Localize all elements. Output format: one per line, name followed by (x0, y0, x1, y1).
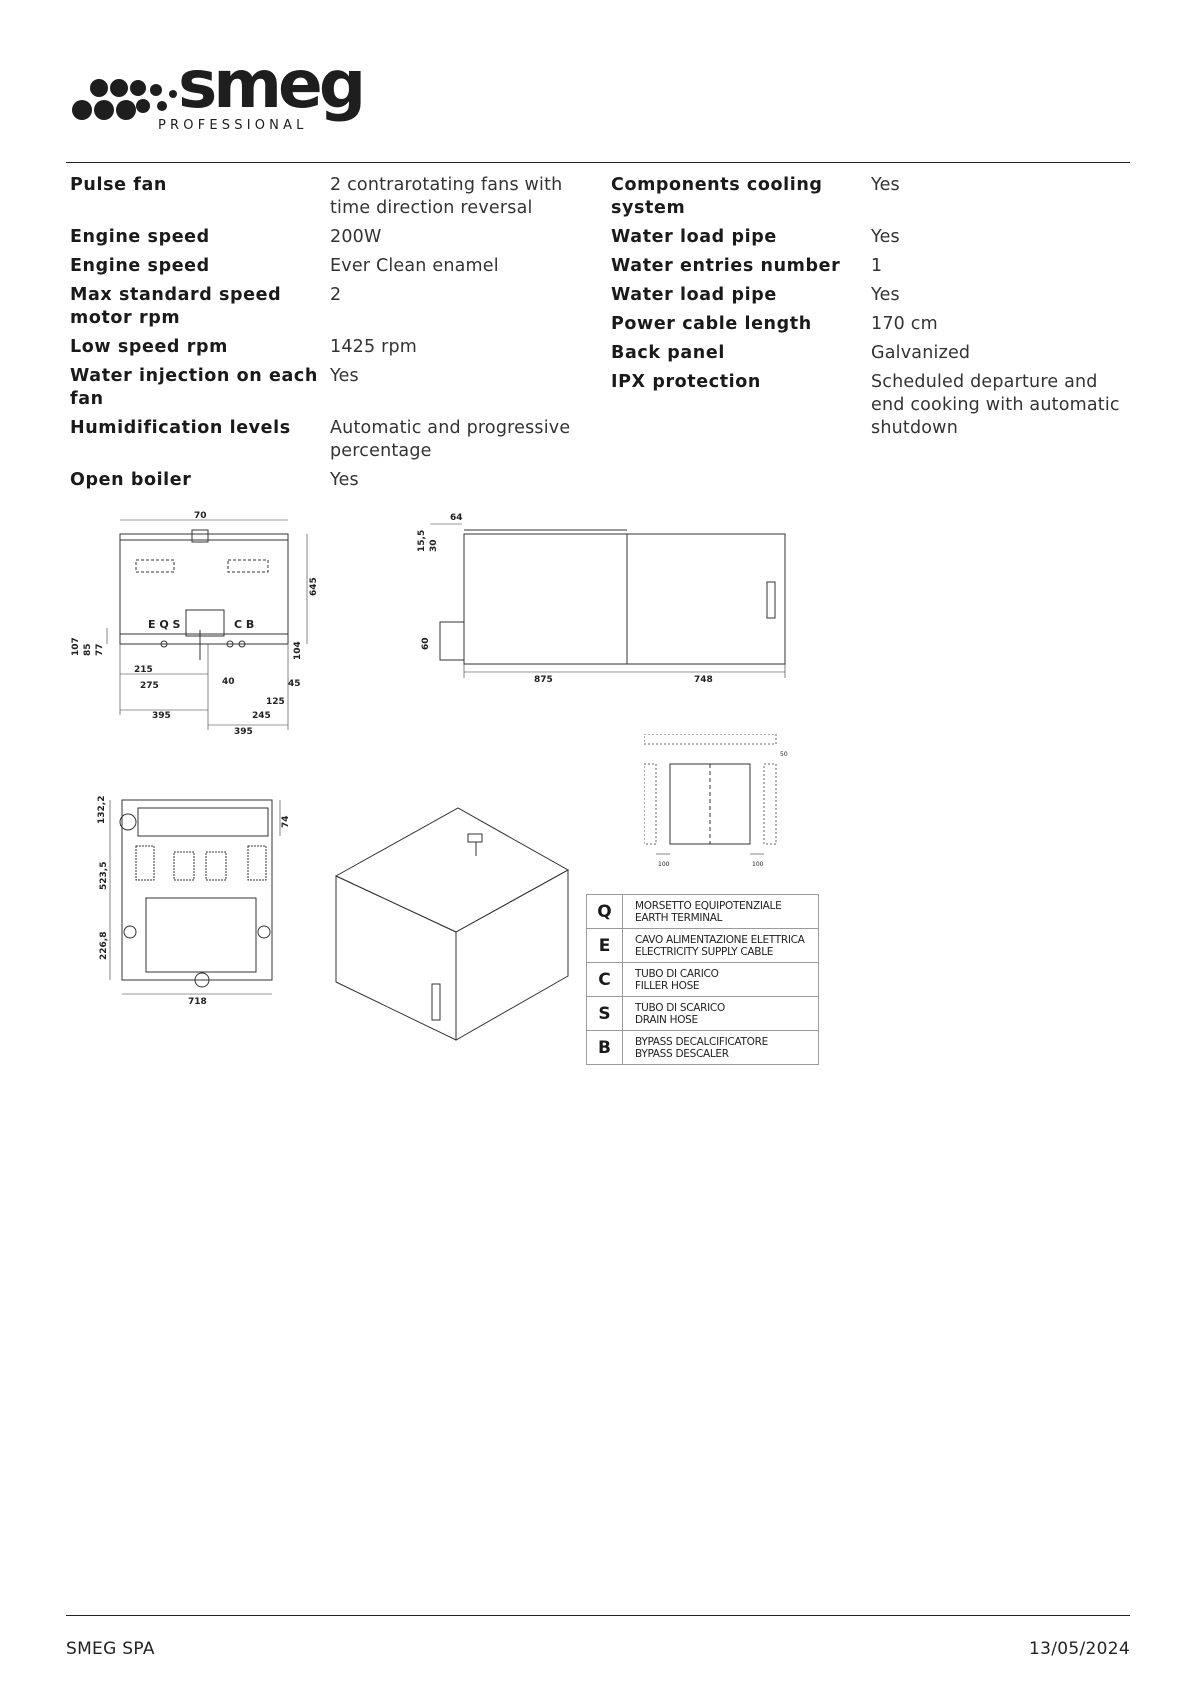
legend-en: BYPASS DESCALER (635, 1047, 729, 1060)
dim-label: 132,2 (97, 795, 107, 824)
spec-label: Components cooling system (611, 175, 823, 218)
spec-row (611, 255, 1141, 278)
spec-value: 170 cm (871, 314, 938, 334)
spec-value: 200W (330, 227, 382, 247)
dim-label: 100 (752, 861, 764, 868)
dim-label: 875 (534, 675, 553, 685)
spec-value: Scheduled departure and end cooking with automatic shutdown (871, 372, 1120, 438)
spec-row (70, 226, 600, 249)
spec-value: Ever Clean enamel (330, 256, 499, 276)
spec-value: 1 (871, 256, 883, 276)
dim-label: 15,5 (417, 529, 427, 552)
header-divider (66, 162, 1130, 163)
legend-row (587, 1031, 819, 1065)
dim-label: 30 (429, 539, 439, 552)
spec-row (611, 174, 1141, 220)
spec-label: Water load pipe (611, 285, 777, 305)
legend-it: CAVO ALIMENTAZIONE ELETTRICA (635, 933, 805, 946)
drawing-rear-view (62, 510, 332, 744)
brand-logo (72, 46, 372, 136)
footer-company: SMEG SPA (66, 1639, 155, 1659)
footer-divider (66, 1615, 1130, 1616)
dim-label: 107 (71, 637, 81, 656)
spec-row (611, 371, 1141, 440)
spec-value: Galvanized (871, 343, 971, 363)
dim-label: 645 (309, 577, 319, 596)
legend-row (587, 929, 819, 963)
spec-value: 2 contrarotating fans with time direction reversal (330, 175, 563, 218)
specs-column-right (611, 174, 1141, 446)
spec-row (70, 365, 600, 411)
dim-label: 100 (658, 861, 670, 868)
spec-label: Back panel (611, 343, 725, 363)
dim-label: 50 (780, 751, 788, 758)
spec-value: Yes (871, 285, 900, 305)
spec-label: Water entries number (611, 256, 841, 276)
spec-label: Water injection on each fan (70, 366, 318, 409)
dim-label: 77 (95, 643, 105, 656)
legend-en: ELECTRICITY SUPPLY CABLE (635, 945, 774, 958)
legend-it: TUBO DI SCARICO (635, 1001, 725, 1014)
spec-value: Automatic and progressive percentage (330, 418, 571, 461)
legend-en: FILLER HOSE (635, 979, 700, 992)
dim-label: 85 (83, 643, 93, 656)
spec-value: 2 (330, 285, 342, 305)
legend-row (587, 963, 819, 997)
legend-code: E (587, 929, 623, 963)
legend-code: S (587, 997, 623, 1031)
spec-row (70, 469, 600, 492)
dim-label: 395 (234, 727, 253, 737)
dim-label: 60 (421, 637, 431, 650)
dim-label: 523,5 (99, 861, 109, 890)
dim-label: 226,8 (99, 931, 109, 960)
legend-it: MORSETTO EQUIPOTENZIALE (635, 899, 782, 912)
connection-legend (586, 894, 819, 1065)
legend-code: C (587, 963, 623, 997)
connection-letters: E Q S (148, 618, 181, 631)
brand-subtitle: PROFESSIONAL (158, 118, 308, 133)
spec-row (611, 313, 1141, 336)
dim-label: 395 (152, 711, 171, 721)
legend-en: DRAIN HOSE (635, 1013, 698, 1026)
spec-label: Low speed rpm (70, 337, 228, 357)
brand-name: smeg (178, 46, 363, 123)
drawing-isometric-view (332, 806, 572, 1050)
spec-row (611, 342, 1141, 365)
spec-row (70, 417, 600, 463)
spec-label: Open boiler (70, 470, 192, 490)
dim-label: 718 (188, 997, 207, 1004)
spec-value: Yes (871, 227, 900, 247)
dim-label: 245 (252, 711, 271, 721)
spec-row (611, 226, 1141, 249)
drawing-clearance-view (644, 734, 794, 873)
logo-dots-icon (72, 66, 182, 126)
dim-label: 40 (222, 677, 235, 687)
dim-label: 125 (266, 697, 285, 707)
dim-label: 215 (134, 665, 153, 675)
spec-value: 1425 rpm (330, 337, 418, 357)
dim-label: 275 (140, 681, 159, 691)
legend-row (587, 895, 819, 929)
spec-label: Max standard speed motor rpm (70, 285, 282, 328)
spec-row (70, 255, 600, 278)
dim-label: 45 (288, 679, 301, 689)
dim-label: 74 (281, 815, 291, 828)
dim-label: 70 (194, 511, 207, 521)
legend-code: Q (587, 895, 623, 929)
legend-en: EARTH TERMINAL (635, 911, 723, 924)
dim-label: 104 (293, 641, 303, 660)
spec-label: Engine speed (70, 227, 210, 247)
spec-row (70, 336, 600, 359)
spec-row (70, 284, 600, 330)
dim-label: 64 (450, 513, 463, 523)
spec-label: Humidification levels (70, 418, 291, 438)
spec-label: Water load pipe (611, 227, 777, 247)
footer-date: 13/05/2024 (1029, 1639, 1130, 1659)
dim-label: 748 (694, 675, 713, 685)
spec-row (611, 284, 1141, 307)
spec-row (70, 174, 600, 220)
legend-it: BYPASS DECALCIFICATORE (635, 1035, 768, 1048)
legend-it: TUBO DI CARICO (635, 967, 719, 980)
connection-letters-right: C B (234, 618, 255, 631)
specs-column-left (70, 174, 600, 498)
spec-label: Engine speed (70, 256, 210, 276)
drawing-top-view (88, 784, 308, 1008)
spec-label: Power cable length (611, 314, 812, 334)
legend-row (587, 997, 819, 1031)
spec-value: Yes (871, 175, 900, 195)
drawing-side-view (412, 510, 792, 689)
spec-label: IPX protection (611, 372, 761, 392)
spec-value: Yes (330, 366, 359, 386)
legend-code: B (587, 1031, 623, 1065)
spec-label: Pulse fan (70, 175, 167, 195)
spec-value: Yes (330, 470, 359, 490)
